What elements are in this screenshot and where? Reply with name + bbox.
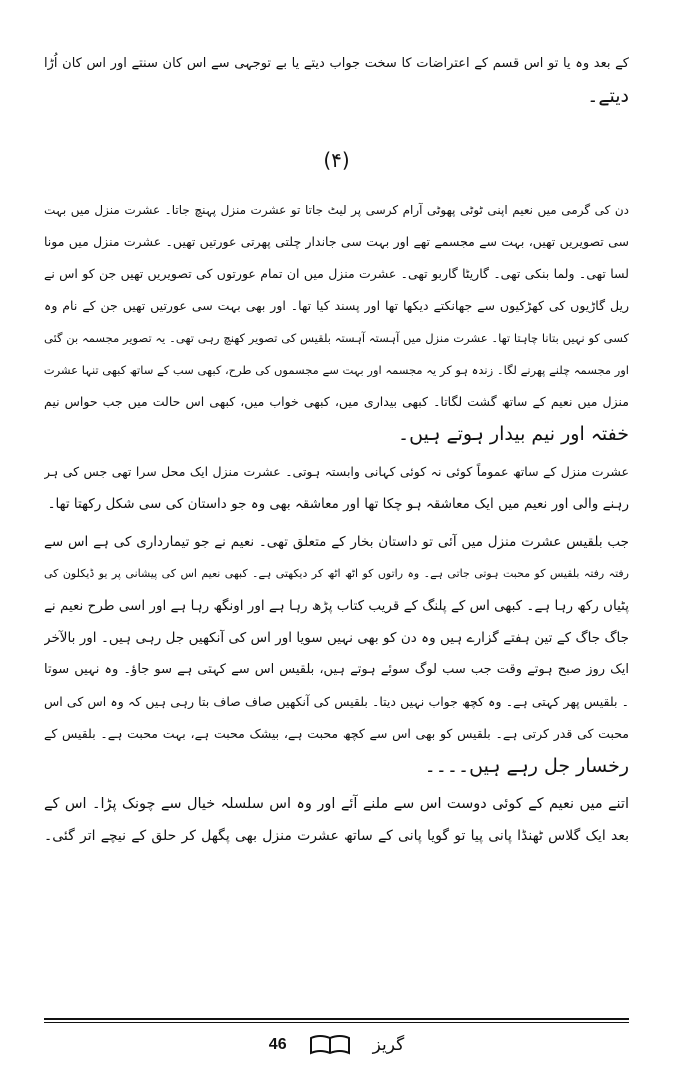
text-line: دن کی گرمی میں نعیم اپنی ٹوٹی پھوٹی آرام کرسی پر لیٹ جاتا تو عشرت منزل پہنچ جاتا۔ عشرت منزل میں بہت [44,203,629,217]
text-line: رخسار جل رہے ہیں۔۔۔۔ [424,755,629,777]
text-line: ۔ بلقیس پھر کہتی ہے۔ وہ کچھ جواب نہیں دیتا۔ بلقیس کی آنکھیں صاف صاف بتا رہی ہیں کہ وہ اس کی اس [44,694,629,709]
paragraph-1 [44,194,629,450]
continued-paragraph [44,48,629,112]
text-line: لسا تھی۔ ولما بنکی تھی۔ گاریٹا گاربو تھی۔ عشرت منزل میں ان تمام عورتوں کی تصویریں تھیں جن کو اس نے [44,266,629,281]
text-line: جب بلقیس عشرت منزل میں آئی تو داستان بخار کے متعلق تھی۔ نعیم نے جو تیمارداری کی ہے اس سے [44,534,629,550]
text-line: اتنے میں نعیم کے کوئی دوست اس سے ملنے آئے اور وہ اس سلسلہ خیال سے چونک پڑا۔ اس کے [44,796,629,812]
text-line: رہنے والی اور نعیم میں ایک معاشقہ ہو چکا تھا اور معاشقہ بھی وہ جو داستان کی سی شکل رکھتا تھا۔ [47,496,629,512]
text-line: ایک روز صبح ہوتے وقت جب سب لوگ سوئے ہوتے ہیں، بلقیس اس سے کہتی ہے سو جاؤ۔ وہ نہیں سوتا [44,662,629,677]
paragraph-2 [44,456,629,520]
footer-rule-thin [44,1022,629,1023]
text-line: دیتے۔ [587,85,629,107]
text-line: کے بعد وہ یا تو اس قسم کے اعتراضات کا سخت جواب دیتے یا بے توجہی سے اس کان سنتے اور اس کان اُڑا [44,56,629,71]
text-line: جاگ جاگ کے تین ہفتے گزارے ہیں وہ دن کو بھی نہیں سویا اور اس کی آنکھیں جل رہی ہیں۔ اور بالآخر [44,630,629,646]
text-line: منزل میں نعیم کے ساتھ گشت لگاتا۔ کبھی بیداری میں، کبھی خواب میں، کبھی اس حالت میں جب حواس نیم [44,394,629,409]
text-line: کسی کو نہیں بتانا چاہتا تھا۔ عشرت منزل میں آہستہ آہستہ بلقیس کی تصویر کھنچ رہی تھی۔ یہ تصویر مجسمہ بن گئی [44,331,629,345]
book-title: گریز [372,1035,405,1055]
text-line: پٹیاں رکھ رہا ہے۔ کبھی اس کے پلنگ کے قریب کتاب پڑھ رہا ہے اور اونگھ رہا ہے اور اسی طرح نعیم نے [44,598,629,614]
text-line: رفتہ رفتہ بلقیس کو محبت ہوتی جاتی ہے۔ وہ راتوں کو اٹھ اٹھ کر دیکھتی ہے۔ کبھی نعیم اس کی پیشانی پر یو ڈیکلون کی [44,567,629,580]
text-line: سی تصویریں تھیں، بہت سے مجسمے تھے اور بہت سی جاندار چلتی پھرتی عورتیں تھیں۔ عشرت منزل میں مونا [44,234,629,249]
text-line: ریل گاڑیوں کی کھڑکیوں سے جھانکتے دیکھا تھا اور پسند کیا تھا۔ اور بھی بہت سی عورتیں تھیں جن کے نام وہ [44,298,629,313]
page-number: 46 [268,1036,287,1053]
text-line: محبت کی قدر کرتی ہے۔ بلقیس کو بھی اس سے کچھ محبت ہے، بیشک محبت ہے، بہت محبت ہے۔ بلقیس کے [44,726,629,741]
paragraph-4 [44,788,629,852]
page-body [44,48,629,852]
footer-rule [44,1018,629,1020]
section-number: (۴) [323,148,350,172]
text-line: عشرت منزل کے ساتھ عموماً کوئی نہ کوئی کہانی وابستہ ہوتی۔ عشرت منزل ایک محل سرا تھی جس کی ہر [44,464,629,479]
text-line: خفتہ اور نیم بیدار ہوتے ہیں۔ [398,423,629,445]
open-book-icon [309,1034,351,1056]
page-footer [0,1030,673,1060]
text-line: اور مجسمہ چلنے پھرنے لگا۔ زندہ ہو کر یہ مجسمہ اور بہت سے مجسموں کی طرح، کبھی سب کے ساتھ کبھی تنہا عشرت [44,363,629,377]
paragraph-3 [44,526,629,782]
text-line: بعد ایک گلاس ٹھنڈا پانی پیا تو گویا پانی کے ساتھ عشرت منزل بھی پگھل کر حلق کے نیچے اتر گئی۔ [44,828,629,844]
